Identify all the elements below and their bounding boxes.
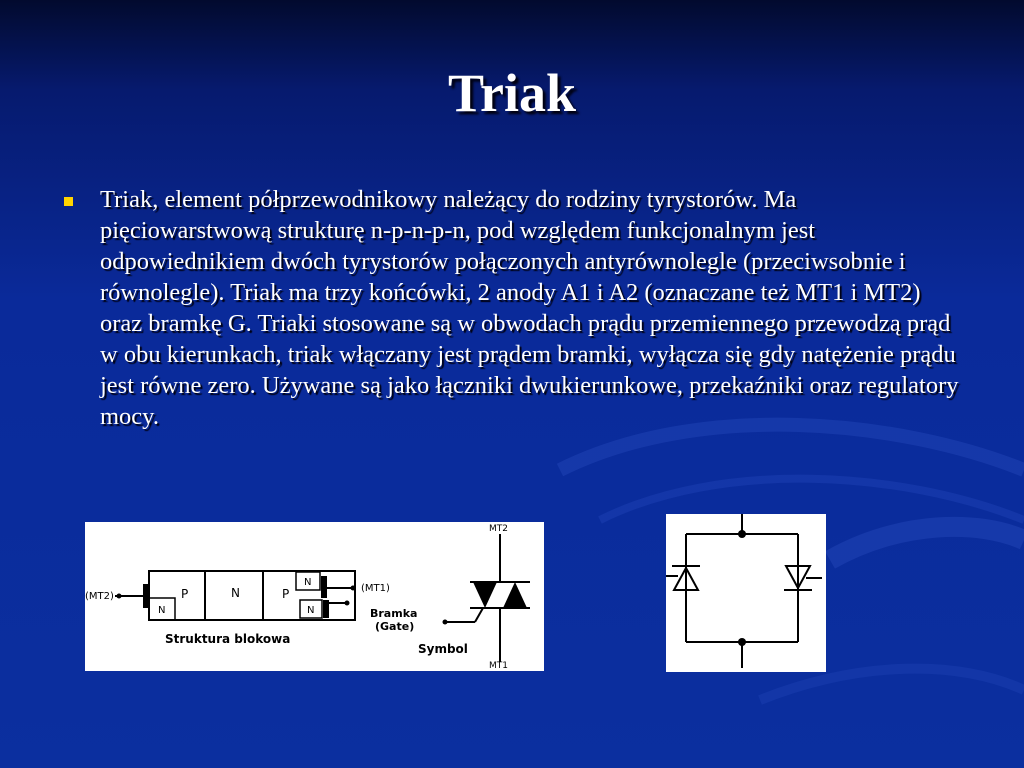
layer-p2: P (282, 587, 290, 601)
bullet-list (60, 184, 960, 432)
mt1-right-label: (MT1) (361, 583, 390, 594)
slide-title: Triak (447, 63, 576, 123)
layer-n-small-left: N (158, 605, 166, 616)
symbol-caption: Symbol (418, 642, 468, 656)
bullet-text: Triak, element półprzewodnikowy należący do rodziny tyrystorów. Ma pięciowarstwową strukturę n-p-n-p-n, pod względem funkcjonalnym jest odpowiednikiem dwóch tyrystorów połączonych antyrównolegle (przeciwsobnie i równolegle). Triak ma trzy końcówki, 2 anody A1 i A2 (oznaczane też MT1 i MT2) oraz bramkę G. Triaki stosowane są w obwodach prądu przemiennego przewodzą prąd w obu kierunkach, triak włączany jest prądem bramki, wyłącza się gdy natężenie prądu jest równe zero. Używane są jako łączniki dwukierunkowe, przekaźniki oraz regulatory mocy. (100, 186, 959, 430)
layer-n-small-bottom: N (307, 605, 315, 616)
structure-caption: Struktura blokowa (165, 632, 291, 646)
bullet-square-icon (64, 197, 73, 206)
triac-structure-figure (85, 522, 544, 671)
gate-label-2: (Gate) (375, 620, 415, 633)
layer-n-small-top: N (304, 577, 312, 588)
symbol-mt1-label: MT1 (489, 661, 508, 671)
mt2-left-label: (MT2) (85, 591, 114, 602)
layer-p1: P (181, 587, 189, 601)
gate-label-1: Bramka (370, 607, 418, 620)
symbol-mt2-label: MT2 (489, 524, 508, 534)
layer-n: N (231, 586, 240, 600)
triac-equivalent-circuit (666, 514, 826, 672)
